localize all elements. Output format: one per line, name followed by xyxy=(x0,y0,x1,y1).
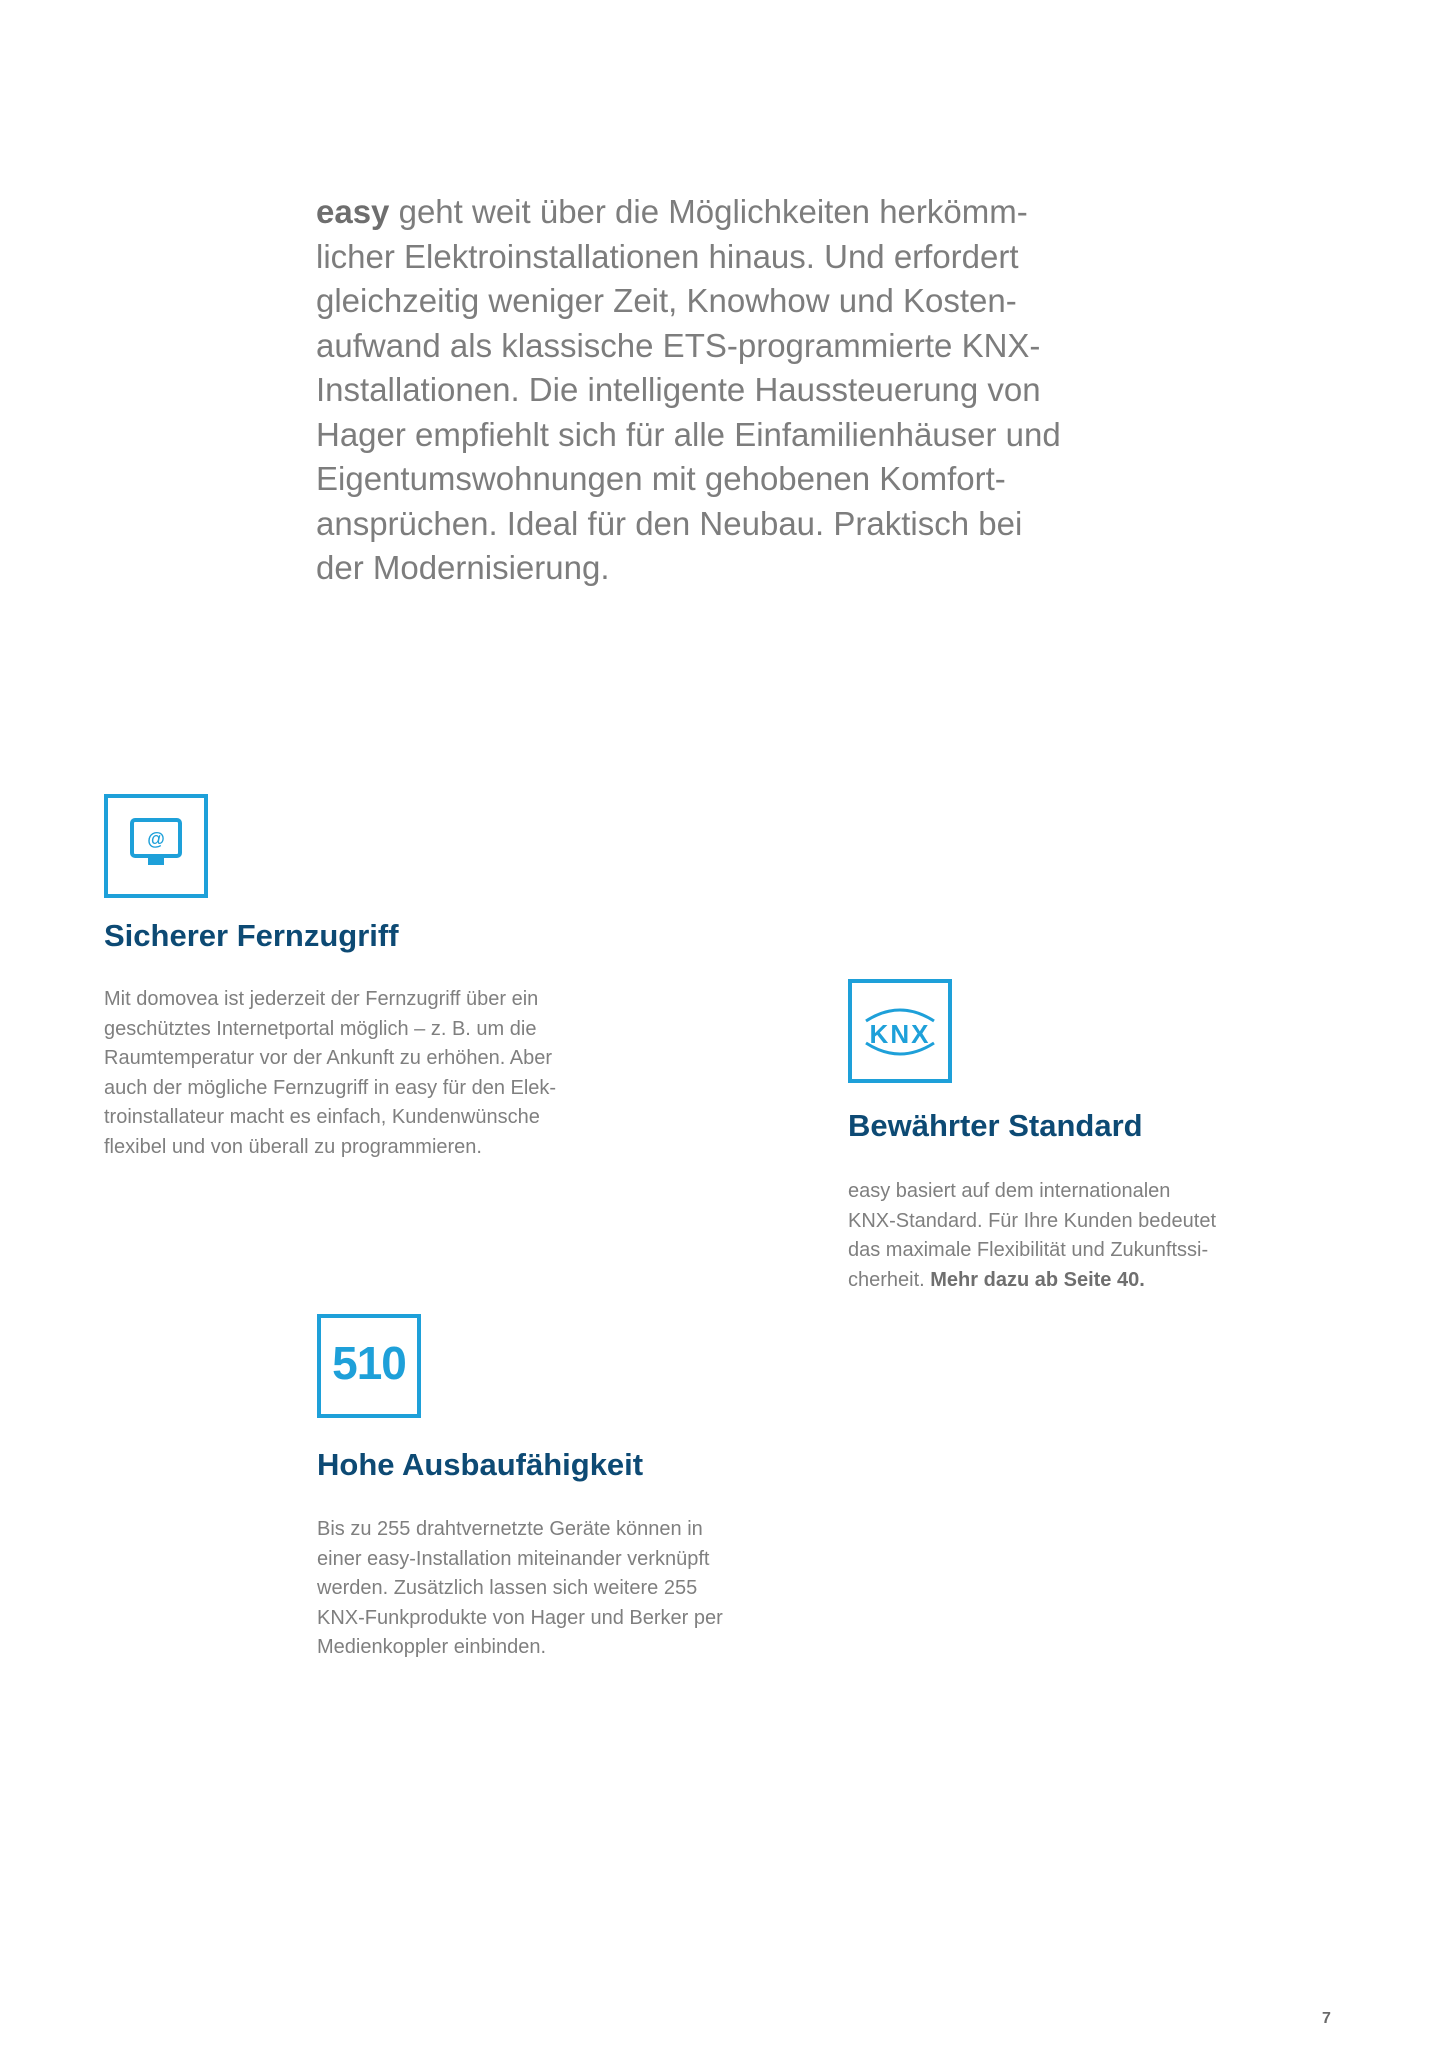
intro-line: der Modernisierung. xyxy=(316,549,610,586)
page-number: 7 xyxy=(1322,2010,1331,2027)
number-icon xyxy=(317,1314,421,1418)
knx-logo-graphic xyxy=(852,983,948,1079)
feature-title-standard: Bewährter Standard xyxy=(848,1108,1143,1143)
knx-logo-icon xyxy=(848,979,952,1083)
monitor-graphic xyxy=(108,798,204,894)
intro-line: licher Elektroinstallationen hinaus. Und erfordert xyxy=(316,237,1019,275)
number-value: 510 xyxy=(332,1337,406,1389)
feature-text-expansion: Bis zu 255 drahtvernetzte Geräte können in einer easy-Installation miteinander verknüpft werden. Zusätzlich lassen sich weitere 255 KNX-Funkprodukte von Hager und Berker per Medienkoppler einbinden. xyxy=(317,1518,723,1658)
page-reference: Mehr dazu ab Seite 40. xyxy=(930,1268,1145,1291)
intro-line: Hager empfiehlt sich für alle Einfamilienhäuser und xyxy=(316,415,1061,453)
intro-lead-word: easy xyxy=(316,193,390,230)
monitor-at-icon xyxy=(104,794,208,898)
intro-line: Installationen. Die intelligente Haussteuerung von xyxy=(316,371,1041,408)
at-glyph: @ xyxy=(147,829,165,849)
intro-line: Eigentumswohnungen mit gehobenen Komfort- xyxy=(316,460,1006,497)
feature-text-remote: Mit domovea ist jederzeit der Fernzugriff über ein geschütztes Internetportal möglich – z. B. um die Raumtemperatur vor der Ankunft zu erhöhen. Aber auch der mögliche Fernzugriff in easy für den Elek- troinstallateur macht es einfach, Kundenwünsche flexibel und von überall zu programmieren. xyxy=(104,988,557,1158)
intro-line: aufwand als klassische ETS-programmierte KNX- xyxy=(316,326,1041,364)
knx-logo-text: KNX xyxy=(869,1019,931,1049)
intro-paragraph xyxy=(316,190,1176,591)
feature-title-remote: Sicherer Fernzugriff xyxy=(104,918,399,953)
intro-line: ansprüchen. Ideal für den Neubau. Praktisch bei xyxy=(316,504,1023,542)
intro-line: easy geht weit über die Möglichkeiten herkömm- xyxy=(316,193,1028,230)
feature-title-expansion: Hohe Ausbaufähigkeit xyxy=(317,1447,644,1482)
intro-line: gleichzeitig weniger Zeit, Knowhow und Kosten- xyxy=(316,282,1017,319)
feature-text-standard: easy basiert auf dem internationalen KNX-Standard. Für Ihre Kunden bedeutet das maximale Flexibilität und Zukunftssi- cherheit. Mehr dazu ab Seite 40. xyxy=(848,1180,1217,1291)
